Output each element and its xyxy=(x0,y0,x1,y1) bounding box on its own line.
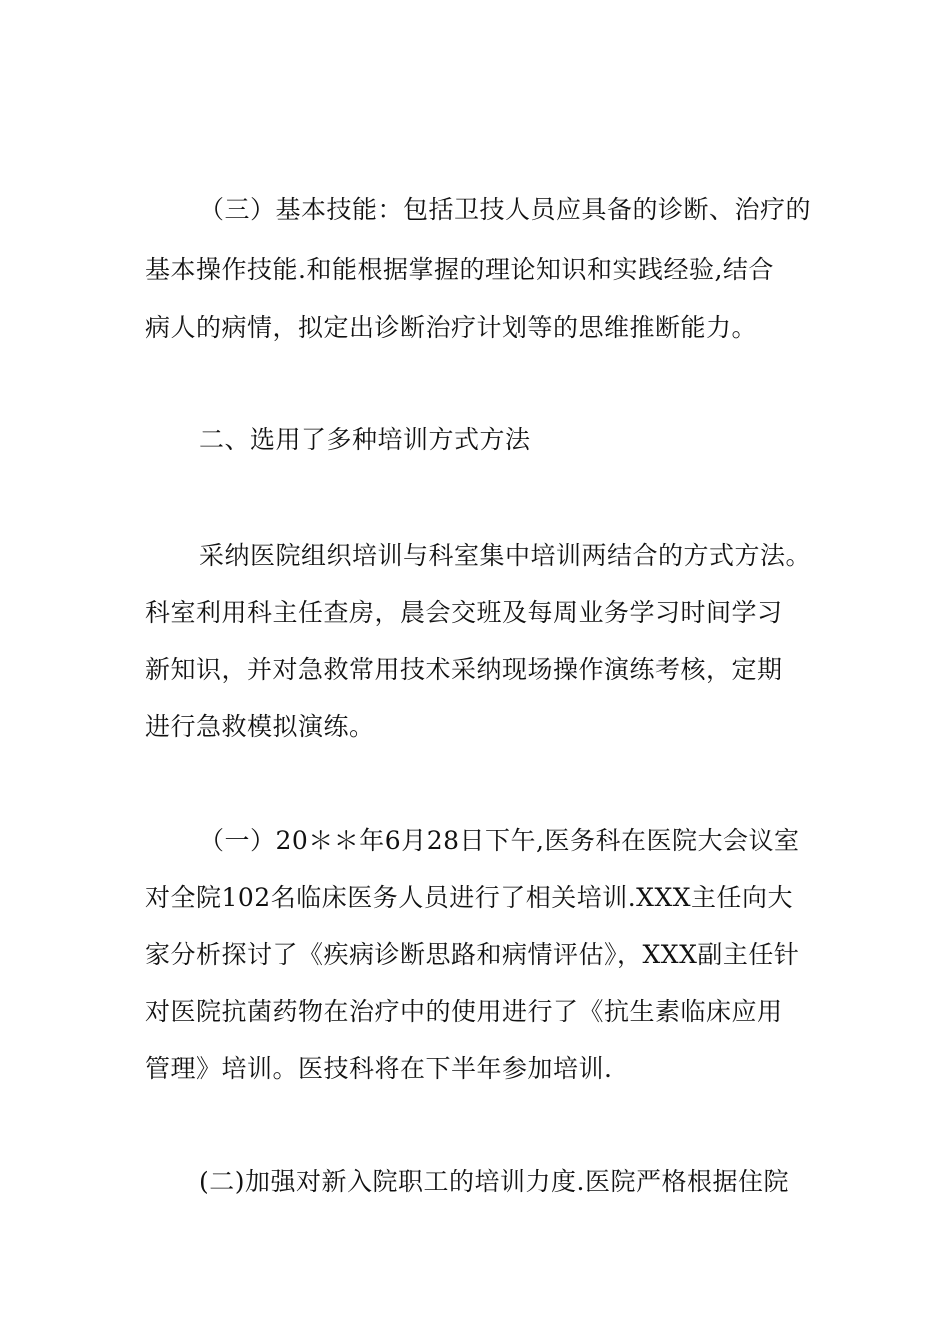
text-line: 病人的病情，拟定出诊断治疗计划等的思维推断能力。 xyxy=(145,313,758,342)
text-line: （三）基本技能：包括卫技人员应具备的诊断、治疗的 xyxy=(199,195,812,224)
text-line: 对医院抗菌药物在治疗中的使用进行了《抗生素临床应用 xyxy=(145,997,783,1026)
text-line: 家分析探讨了《疾病诊断思路和病情评估》，XXX副主任针 xyxy=(145,940,800,969)
text-line: 采纳医院组织培训与科室集中培训两结合的方式方法。 xyxy=(199,541,812,570)
text-line: 进行急救模拟演练。 xyxy=(145,712,375,741)
text-line: 科室利用科主任查房，晨会交班及每周业务学习时间学习 xyxy=(145,598,783,627)
text-line: 基本操作技能.和能根据掌握的理论知识和实践经验,结合 xyxy=(145,255,774,284)
text-line: (二)加强对新入院职工的培训力度.医院严格根据住院 xyxy=(199,1167,789,1196)
text-line: 新知识，并对急救常用技术采纳现场操作演练考核，定期 xyxy=(145,655,783,684)
text-line: 对全院102名临床医务人员进行了相关培训.XXX主任向大 xyxy=(145,883,794,912)
text-line: （一）20＊＊年6月28日下午,医务科在医院大会议室 xyxy=(199,826,800,855)
text-line: 管理》培训。医技科将在下半年参加培训. xyxy=(145,1054,613,1083)
heading-text: 二、选用了多种培训方式方法 xyxy=(199,425,531,454)
